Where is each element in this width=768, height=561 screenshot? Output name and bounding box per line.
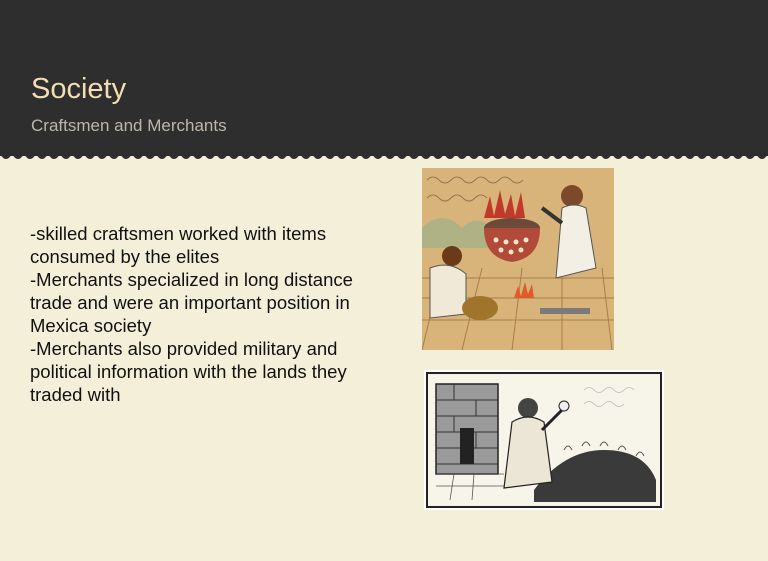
slide-subtitle: Craftsmen and Merchants <box>31 116 227 135</box>
body-line: -skilled craftsmen worked with items consumed by the elites <box>30 223 327 267</box>
body-line: -Merchants specialized in long distance trade and were an important position in Mexica society <box>30 269 353 336</box>
body-line: -Merchants also provided military and political information with the lands they traded with <box>30 338 347 405</box>
merchant-codex-illustration <box>424 370 664 510</box>
header-scallop-edge <box>0 154 768 164</box>
slide-title: Society <box>31 73 127 105</box>
craftsmen-codex-illustration <box>422 168 614 350</box>
slide-body <box>30 222 400 406</box>
